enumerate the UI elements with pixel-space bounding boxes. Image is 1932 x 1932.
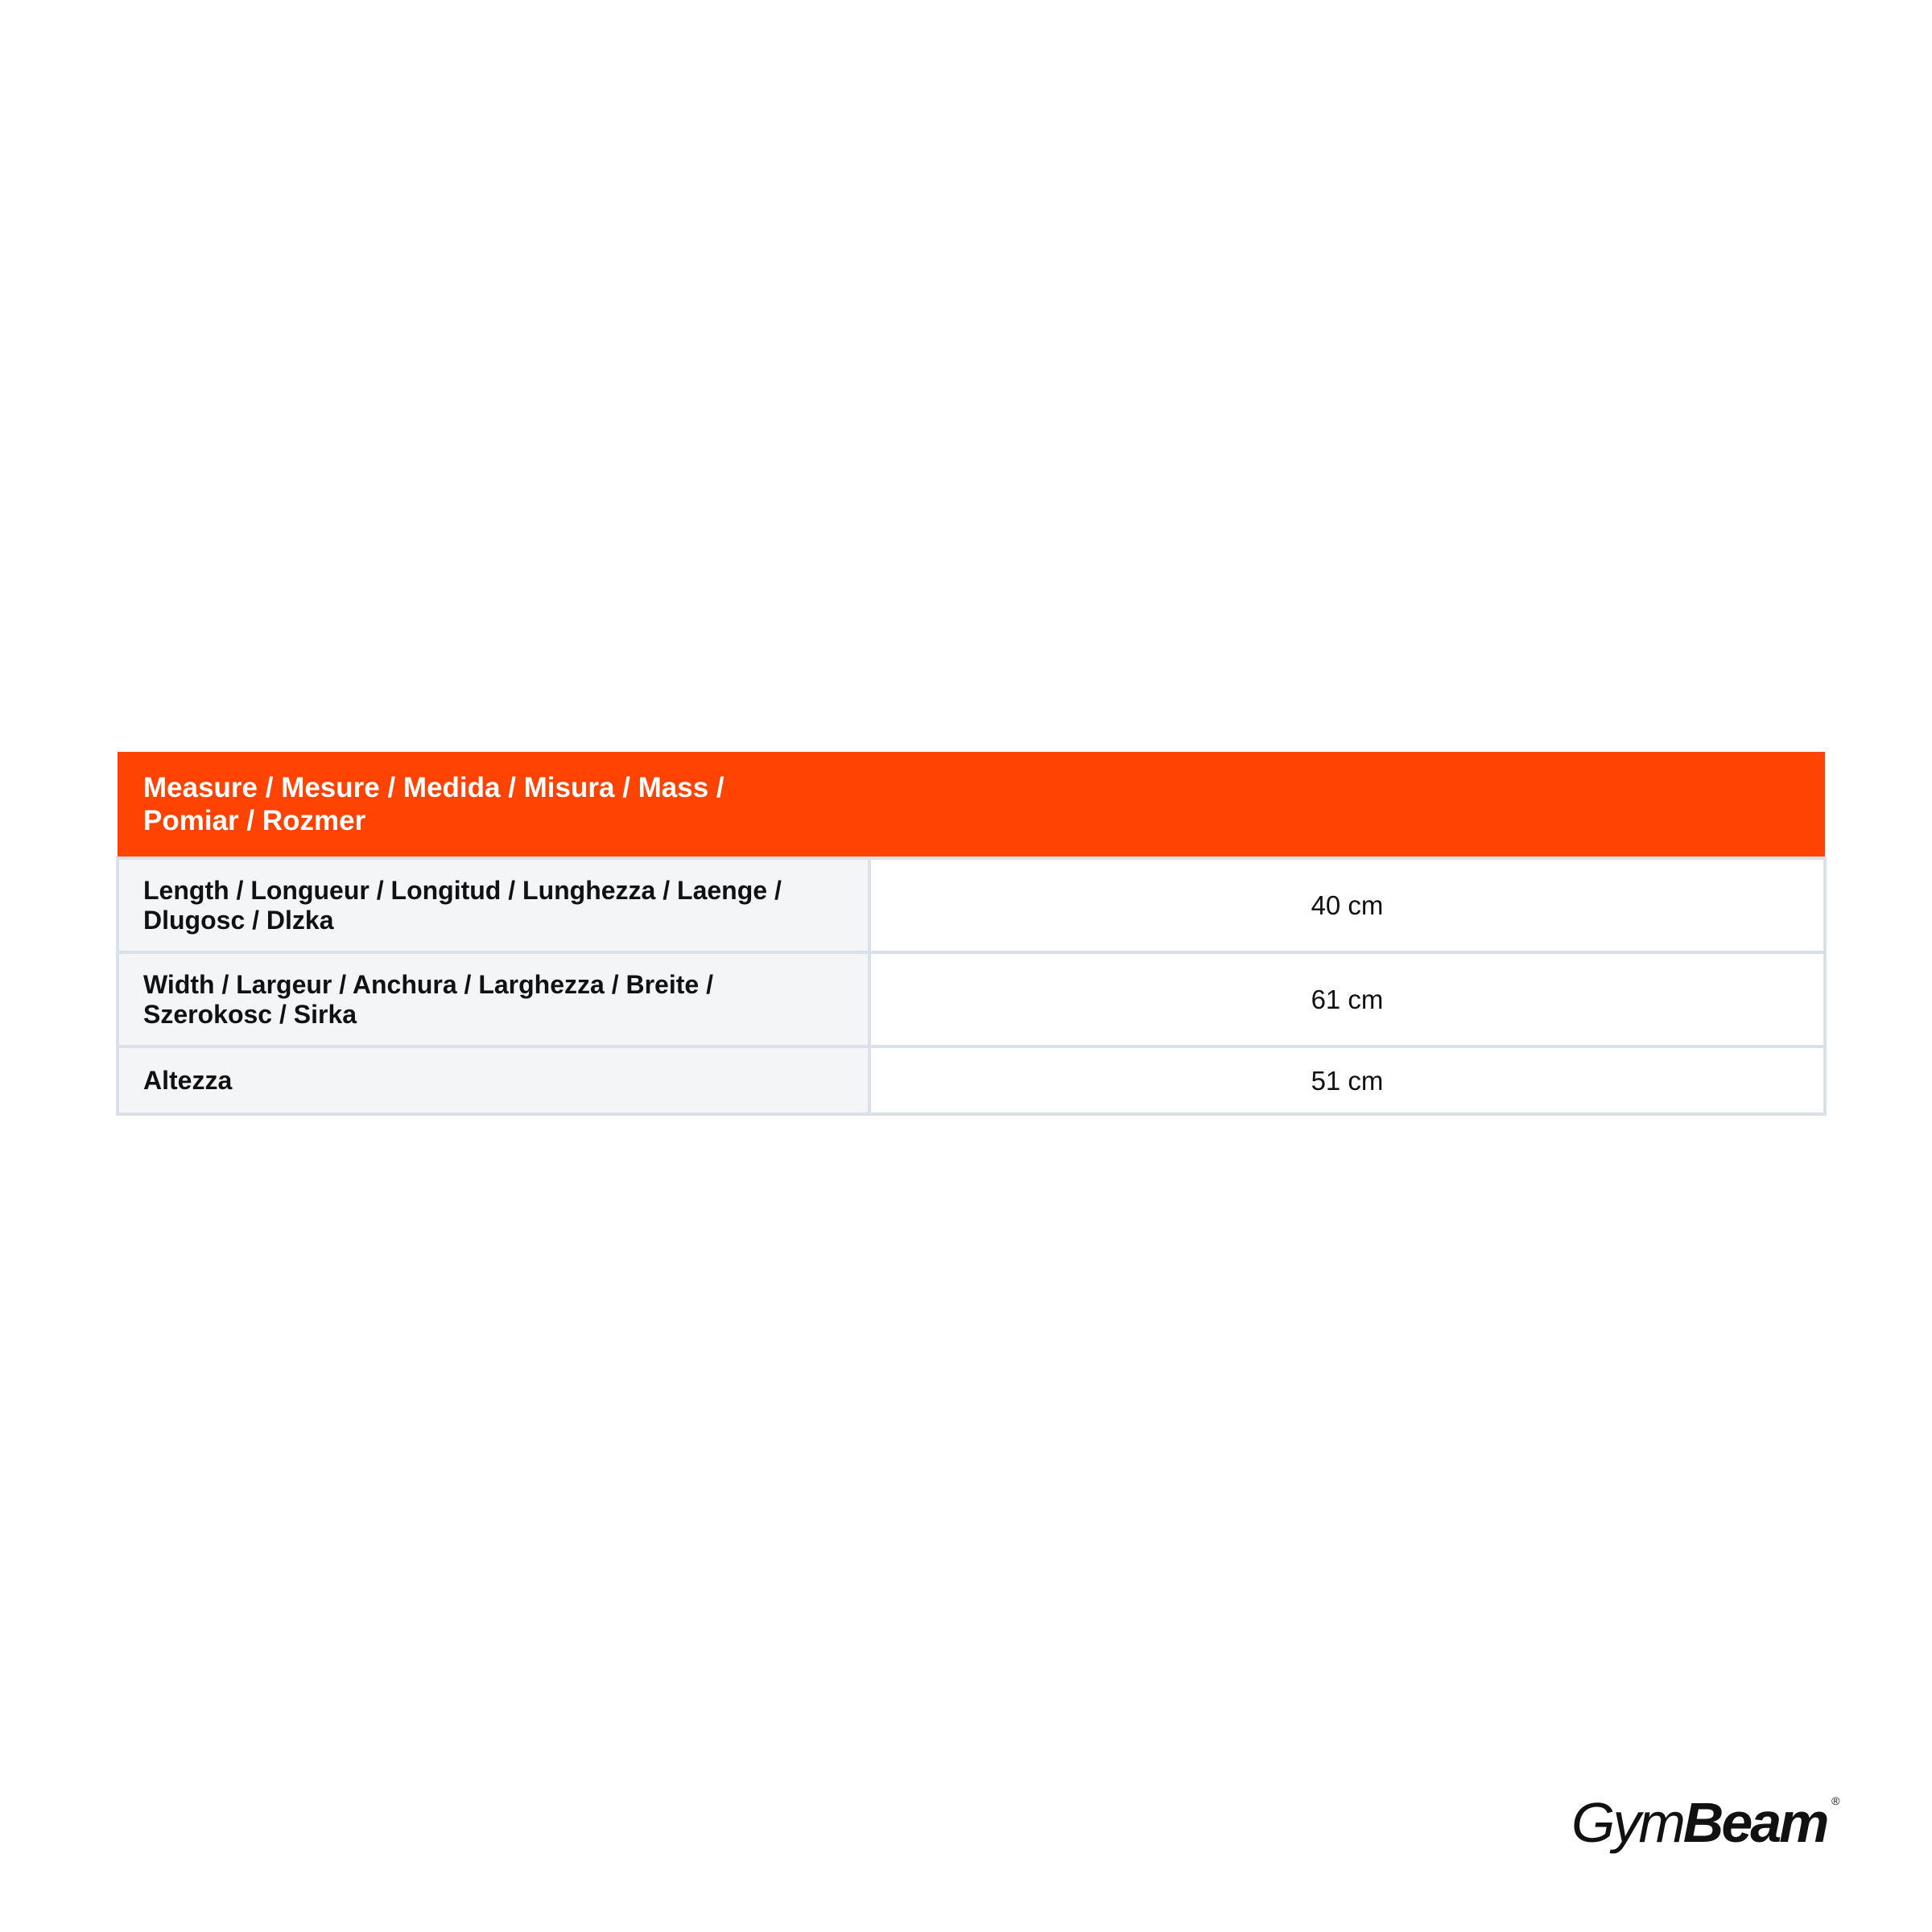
table-row — [118, 1046, 1825, 1114]
registered-mark: ® — [1831, 1794, 1840, 1807]
size-table — [116, 752, 1827, 1116]
row-label: Length / Longueur / Longitud / Lunghezza / Laenge / Dlugosc / Dlzka — [143, 875, 782, 935]
row-label-cell — [118, 952, 869, 1046]
row-label: Width / Largeur / Anchura / Larghezza / Breite / Szerokosc / Sirka — [143, 969, 713, 1029]
table-header-label: Measure / Mesure / Medida / Misura / Mass / Pomiar / Rozmer — [143, 772, 724, 836]
row-value: 51 cm — [869, 1046, 1825, 1114]
table-header-row — [118, 752, 1825, 858]
gymbeam-logo — [1571, 1790, 1840, 1855]
row-value: 61 cm — [869, 952, 1825, 1046]
row-label-cell — [118, 858, 869, 952]
logo-text-gym: Gym — [1571, 1791, 1683, 1854]
row-label-cell — [118, 1046, 869, 1114]
table-row — [118, 952, 1825, 1046]
row-label: Altezza — [143, 1065, 233, 1095]
row-value: 40 cm — [869, 858, 1825, 952]
table-row — [118, 858, 1825, 952]
logo-text-beam: Beam — [1682, 1791, 1827, 1854]
table-header-cell — [118, 752, 1825, 858]
